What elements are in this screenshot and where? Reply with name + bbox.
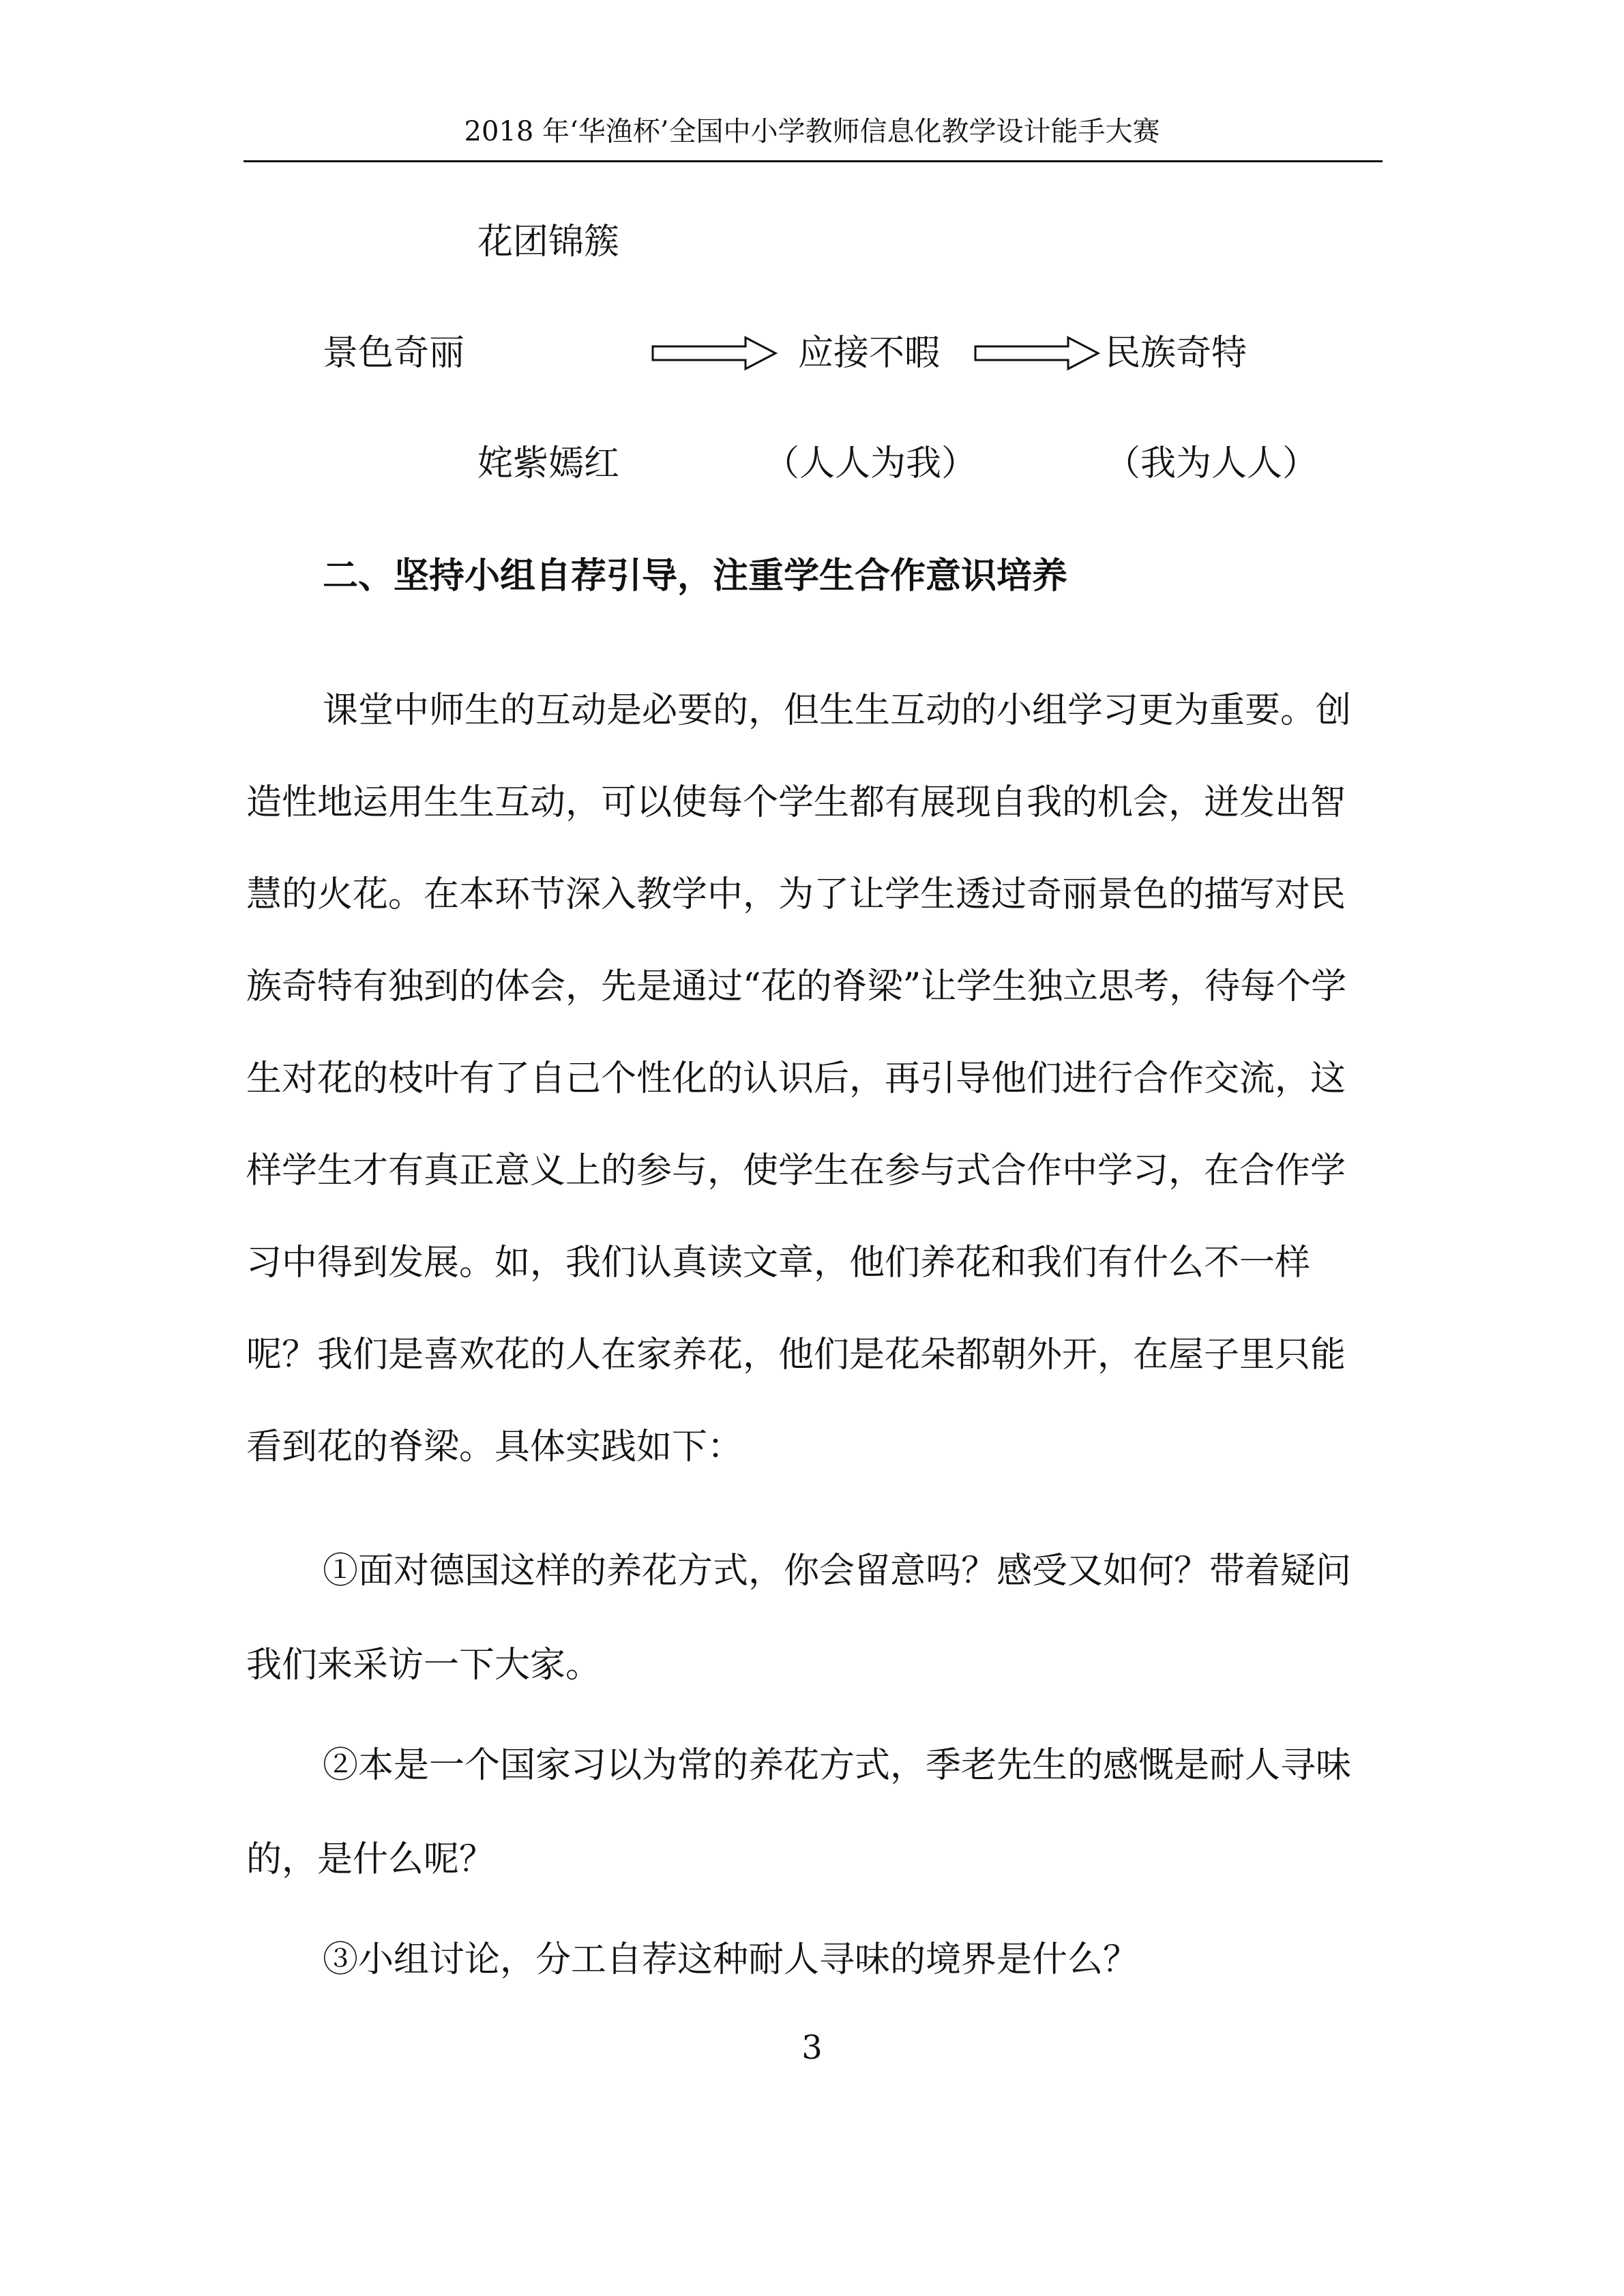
header-divider (243, 160, 1383, 162)
right-arrow-icon (974, 336, 1100, 371)
diagram-center-middle: 应接不暇 (798, 333, 941, 374)
page-number: 3 (801, 2029, 823, 2067)
page-header: 2018 年‘华渔杯’全国中小学教师信息化教学设计能手大赛 (464, 116, 1160, 147)
section-heading: 二、坚持小组自荐引导，注重学生合作意识培养 (323, 556, 1068, 597)
diagram-right-bottom: （我为人人） (1105, 443, 1318, 484)
list-item: ②本是一个国家习以为常的养花方式，季老先生的感慨是耐人寻味的，是什么呢？ (246, 1745, 1352, 1880)
list-item: ③小组讨论，分工自荐这种耐人寻味的境界是什么？ (323, 1939, 1139, 1980)
body-paragraph: 课堂中师生的互动是必要的，但生生互动的小组学习更为重要。创造性地运用生生互动，可以使每个学生都有展现自我的机会，迸发出智慧的火花。在本环节深入教学中，为了让学生透过奇丽景色的描写对民族奇特有独到的体会，先是通过“花的脊梁”让学生独立思考，待每个学生对花的枝叶有了自己个性化的认识后，再引导他们进行合作交流，这样学生才有真正意义上的参与，使学生在参与式合作中学习，在合作学习中得到发展。如，我们认真读文章，他们养花和我们有什么不一样呢？我们是喜欢花的人在家养花，他们是花朵都朝外开，在屋子里只能看到花的脊梁。具体实践如下： (246, 690, 1352, 1467)
list-item: ①面对德国这样的养花方式，你会留意吗？感受又如何？带着疑问我们来采访一下大家。 (246, 1551, 1352, 1686)
right-arrow-icon (651, 336, 778, 371)
diagram-left-bottom: 姹紫嫣红 (477, 443, 620, 484)
diagram-right-middle: 民族奇特 (1105, 333, 1247, 374)
diagram-left-top: 花团锦簇 (477, 222, 620, 263)
diagram-left-middle: 景色奇丽 (323, 333, 465, 374)
diagram-center-bottom: （人人为我） (764, 443, 977, 484)
